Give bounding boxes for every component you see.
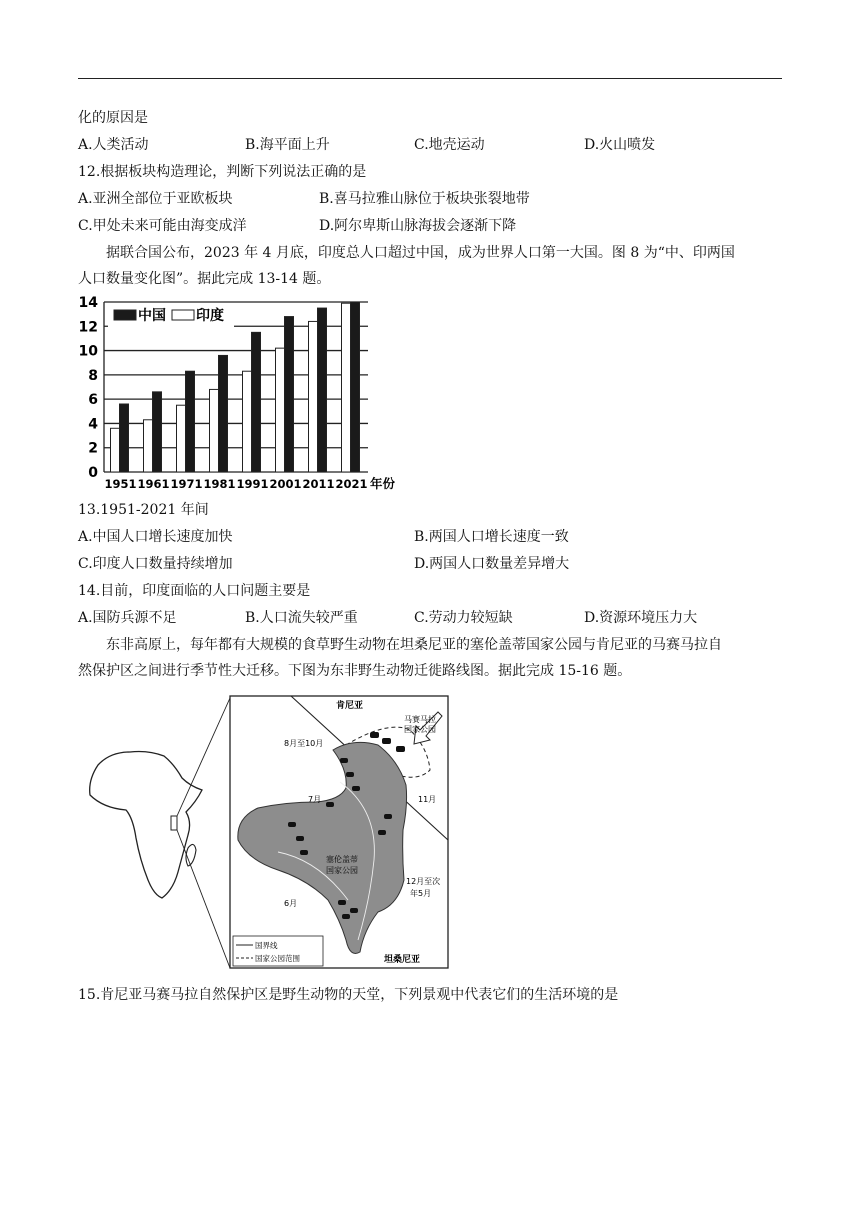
chart-bar-china [285, 317, 294, 472]
chart-legend-swatch [114, 310, 136, 320]
q12-option-a: A.亚洲全部位于亚欧板块 [78, 191, 233, 207]
q11-option-b: B.海平面上升 [245, 137, 330, 153]
map-label-tanzania: 坦桑尼亚 [384, 955, 421, 965]
chart-bar-india [309, 321, 318, 472]
map-label-dec-2: 年5月 [410, 889, 432, 898]
chart-bar-china [252, 332, 261, 472]
intro-15-16-line-1: 东非高原上，每年都有大规模的食草野生动物在坦桑尼亚的塞伦盖蒂国家公园与肯尼亚的马赛马拉自 [106, 637, 722, 653]
chart-ytick-label: 0 [88, 465, 98, 481]
chart-ytick-label: 12 [78, 319, 98, 336]
map-label-masai-mara-2: 国家公园 [404, 725, 436, 734]
chart-bar-india [342, 303, 351, 472]
map-label-nov: 11月 [418, 795, 437, 804]
q13-option-b: B.两国人口增长速度一致 [414, 529, 569, 545]
madagascar-outline [186, 844, 196, 866]
chart-bar-india [177, 405, 186, 472]
chart-xtick-label: 2011 [302, 477, 335, 491]
chart-bar-india [144, 420, 153, 472]
q11-option-d: D.火山喷发 [584, 137, 656, 153]
chart-xtick-label: 2021 [335, 477, 368, 491]
q14-option-d: D.资源环境压力大 [584, 610, 698, 626]
q13-option-d: D.两国人口数量差异增大 [414, 556, 570, 572]
chart-ytick-label: 10 [78, 343, 98, 360]
chart-bar-india [243, 371, 252, 472]
chart-xtick-label: 1981 [203, 477, 236, 491]
chart-ytick-label: 8 [88, 367, 98, 384]
chart-legend-label: 中国 [138, 308, 166, 324]
q12-option-d: D.阿尔卑斯山脉海拔会逐渐下降 [319, 218, 517, 234]
q14-option-a: A.国防兵源不足 [78, 610, 177, 626]
q13-option-c: C.印度人口数量持续增加 [78, 556, 233, 572]
chart-xtick-label: 1971 [170, 477, 203, 491]
q13-stem: 13.1951-2021 年间 [78, 502, 209, 518]
chart-legend-swatch [172, 310, 194, 320]
chart-bar-india [276, 348, 285, 472]
chart-xtick-label: 1961 [137, 477, 170, 491]
q12-option-c: C.甲处未来可能由海变成洋 [78, 218, 247, 234]
q14-option-b: B.人口流失较严重 [245, 610, 358, 626]
chart-bar-india [111, 428, 120, 472]
chart-ytick-label: 6 [88, 392, 98, 409]
chart-xtick-label: 2001 [269, 477, 302, 491]
map-legend-park: 国家公园范围 [255, 954, 300, 963]
map-label-jul: 7月 [308, 795, 322, 804]
chart-xtick-label: 1951 [104, 477, 137, 491]
map-label-dec-1: 12月至次 [406, 877, 441, 886]
chart-xtick-label: 1991 [236, 477, 269, 491]
map-label-masai-mara-1: 马赛马拉 [404, 715, 436, 724]
intro-13-14-line-2: 人口数量变化图”。据此完成 13-14 题。 [78, 271, 331, 287]
population-bar-chart [78, 292, 428, 497]
map-label-serengeti-1: 塞伦盖蒂 [326, 855, 358, 864]
intro-13-14-line-1: 据联合国公布，2023 年 4 月底，印度总人口超过中国，成为世界人口第一大国。图 8 为“中、印两国 [106, 245, 735, 261]
chart-bar-china [186, 371, 195, 472]
q14-option-c: C.劳动力较短缺 [414, 610, 513, 626]
map-label-jun: 6月 [284, 899, 298, 908]
chart-bar-china [219, 355, 228, 472]
chart-legend-label: 印度 [196, 308, 224, 324]
q12-stem: 12.根据板块构造理论，判断下列说法正确的是 [78, 164, 367, 180]
q11-option-c: C.地壳运动 [414, 137, 485, 153]
map-legend-border: 国界线 [255, 941, 278, 950]
header-rule [78, 78, 782, 79]
map-label-serengeti-2: 国家公园 [326, 866, 358, 875]
q14-stem: 14.目前，印度面临的人口问题主要是 [78, 583, 311, 599]
intro-15-16-line-2: 然保护区之间进行季节性大迁移。下图为东非野生动物迁徙路线图。据此完成 15-16 题。 [78, 663, 632, 679]
africa-outline [90, 752, 202, 899]
chart-bar-china [351, 302, 360, 472]
chart-ytick-label: 2 [88, 440, 98, 457]
map-label-aug-oct: 8月至10月 [284, 739, 324, 748]
q15-stem: 15.肯尼亚马赛马拉自然保护区是野生动物的天堂，下列景观中代表它们的生活环境的是 [78, 987, 619, 1003]
q11-option-a: A.人类活动 [78, 137, 149, 153]
q11-stem-tail: 化的原因是 [78, 110, 148, 126]
chart-bar-india [210, 389, 219, 472]
chart-xaxis-label: 年份 [370, 476, 396, 491]
chart-ytick-label: 14 [78, 295, 98, 311]
chart-bar-china [153, 392, 162, 472]
chart-bar-china [120, 404, 129, 472]
q12-option-b: B.喜马拉雅山脉位于板块张裂地带 [319, 191, 530, 207]
map-label-kenya: 肯尼亚 [336, 701, 364, 711]
chart-bar-china [318, 308, 327, 472]
migration-map [78, 690, 468, 975]
chart-ytick-label: 4 [88, 416, 98, 433]
q13-option-a: A.中国人口增长速度加快 [78, 529, 233, 545]
